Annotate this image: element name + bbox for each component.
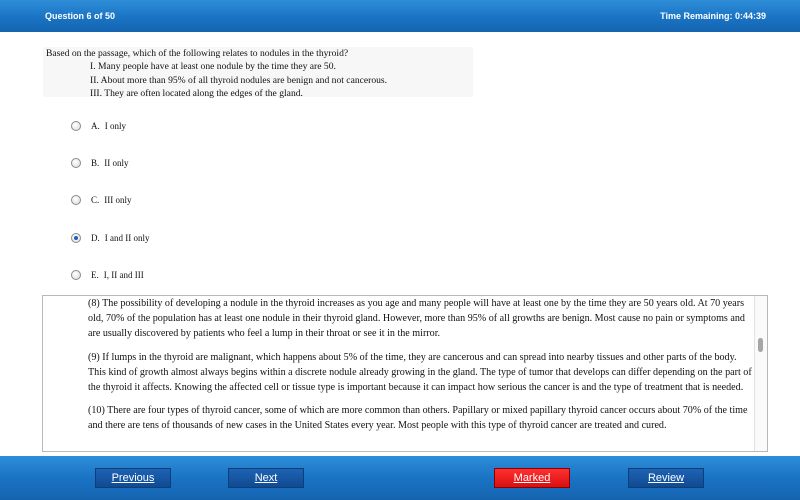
- option-letter: E.: [91, 270, 99, 280]
- marked-button[interactable]: Marked: [494, 468, 570, 488]
- radio-icon[interactable]: [71, 195, 81, 205]
- top-bar: [0, 0, 800, 32]
- passage-panel[interactable]: [42, 295, 768, 452]
- question-counter: Question 6 of 50: [45, 11, 116, 21]
- option-e[interactable]: [71, 268, 144, 282]
- option-text: III only: [104, 195, 132, 205]
- option-a[interactable]: [71, 119, 126, 133]
- question-prompt: Based on the passage, which of the following relates to nodules in the thyroid?: [46, 48, 349, 59]
- option-letter: B.: [91, 158, 100, 168]
- radio-selected-icon[interactable]: [71, 233, 81, 243]
- passage-text: [88, 296, 753, 442]
- radio-icon[interactable]: [71, 158, 81, 168]
- statement-i: I. Many people have at least one nodule by the time they are 50.: [90, 61, 336, 73]
- radio-icon[interactable]: [71, 270, 81, 280]
- passage-paragraph-9: (9) If lumps in the thyroid are malignant, which happens about 5% of the time, they are cancerous and can spread into nearby tissues and other parts of the body. This kind of growth almost always begins within a discrete nodule already growing in the gland. The type of tumor that develops can differ depending on the part of the thyroid it affects. Knowing the affected cell or tissue type is important because it can impact how serious the cancer is and the type of treatment that is needed.: [88, 351, 752, 394]
- passage-scrollbar[interactable]: [754, 296, 767, 451]
- passage-paragraph-10: (10) There are four types of thyroid cancer, some of which are more common than others. Papillary or mixed papillary thyroid cancer occurs about 70% of the time and there are tens of thousands of new cases in the United States every year. Most people with this type of thyroid cancer are treated and cured.: [88, 405, 748, 432]
- time-remaining: Time Remaining: 0:44:39: [660, 11, 766, 21]
- statement-iii: III. They are often located along the edges of the gland.: [90, 88, 303, 100]
- review-button[interactable]: Review: [628, 468, 704, 488]
- passage-paragraph-8: (8) The possibility of developing a nodule in the thyroid increases as you age and many people will have at least one by the time they are 50 years old. At 70 years old, 70% of the population has at least one nodule in their thyroid gland. However, more than 95% of all growths are benign. Most cause no pain or symptoms and are usually discovered by patients who feel a lump in their throat or see it in the mirror.: [88, 298, 745, 340]
- option-b[interactable]: [71, 156, 129, 170]
- option-letter: C.: [91, 195, 100, 205]
- statement-ii: II. About more than 95% of all thyroid nodules are benign and not cancerous.: [90, 74, 388, 86]
- option-c[interactable]: [71, 193, 132, 207]
- bottom-bar: [0, 456, 800, 500]
- option-text: I, II and III: [103, 270, 144, 280]
- next-button[interactable]: Next: [228, 468, 304, 488]
- option-letter: D.: [91, 233, 100, 243]
- option-text: I only: [104, 121, 126, 131]
- option-text: I and II only: [104, 233, 150, 243]
- radio-icon[interactable]: [71, 121, 81, 131]
- previous-button[interactable]: Previous: [95, 468, 171, 488]
- option-d[interactable]: [71, 231, 150, 245]
- scrollbar-thumb[interactable]: [758, 338, 763, 352]
- option-letter: A.: [91, 121, 100, 131]
- option-text: II only: [104, 158, 129, 168]
- question-stem: [43, 47, 473, 100]
